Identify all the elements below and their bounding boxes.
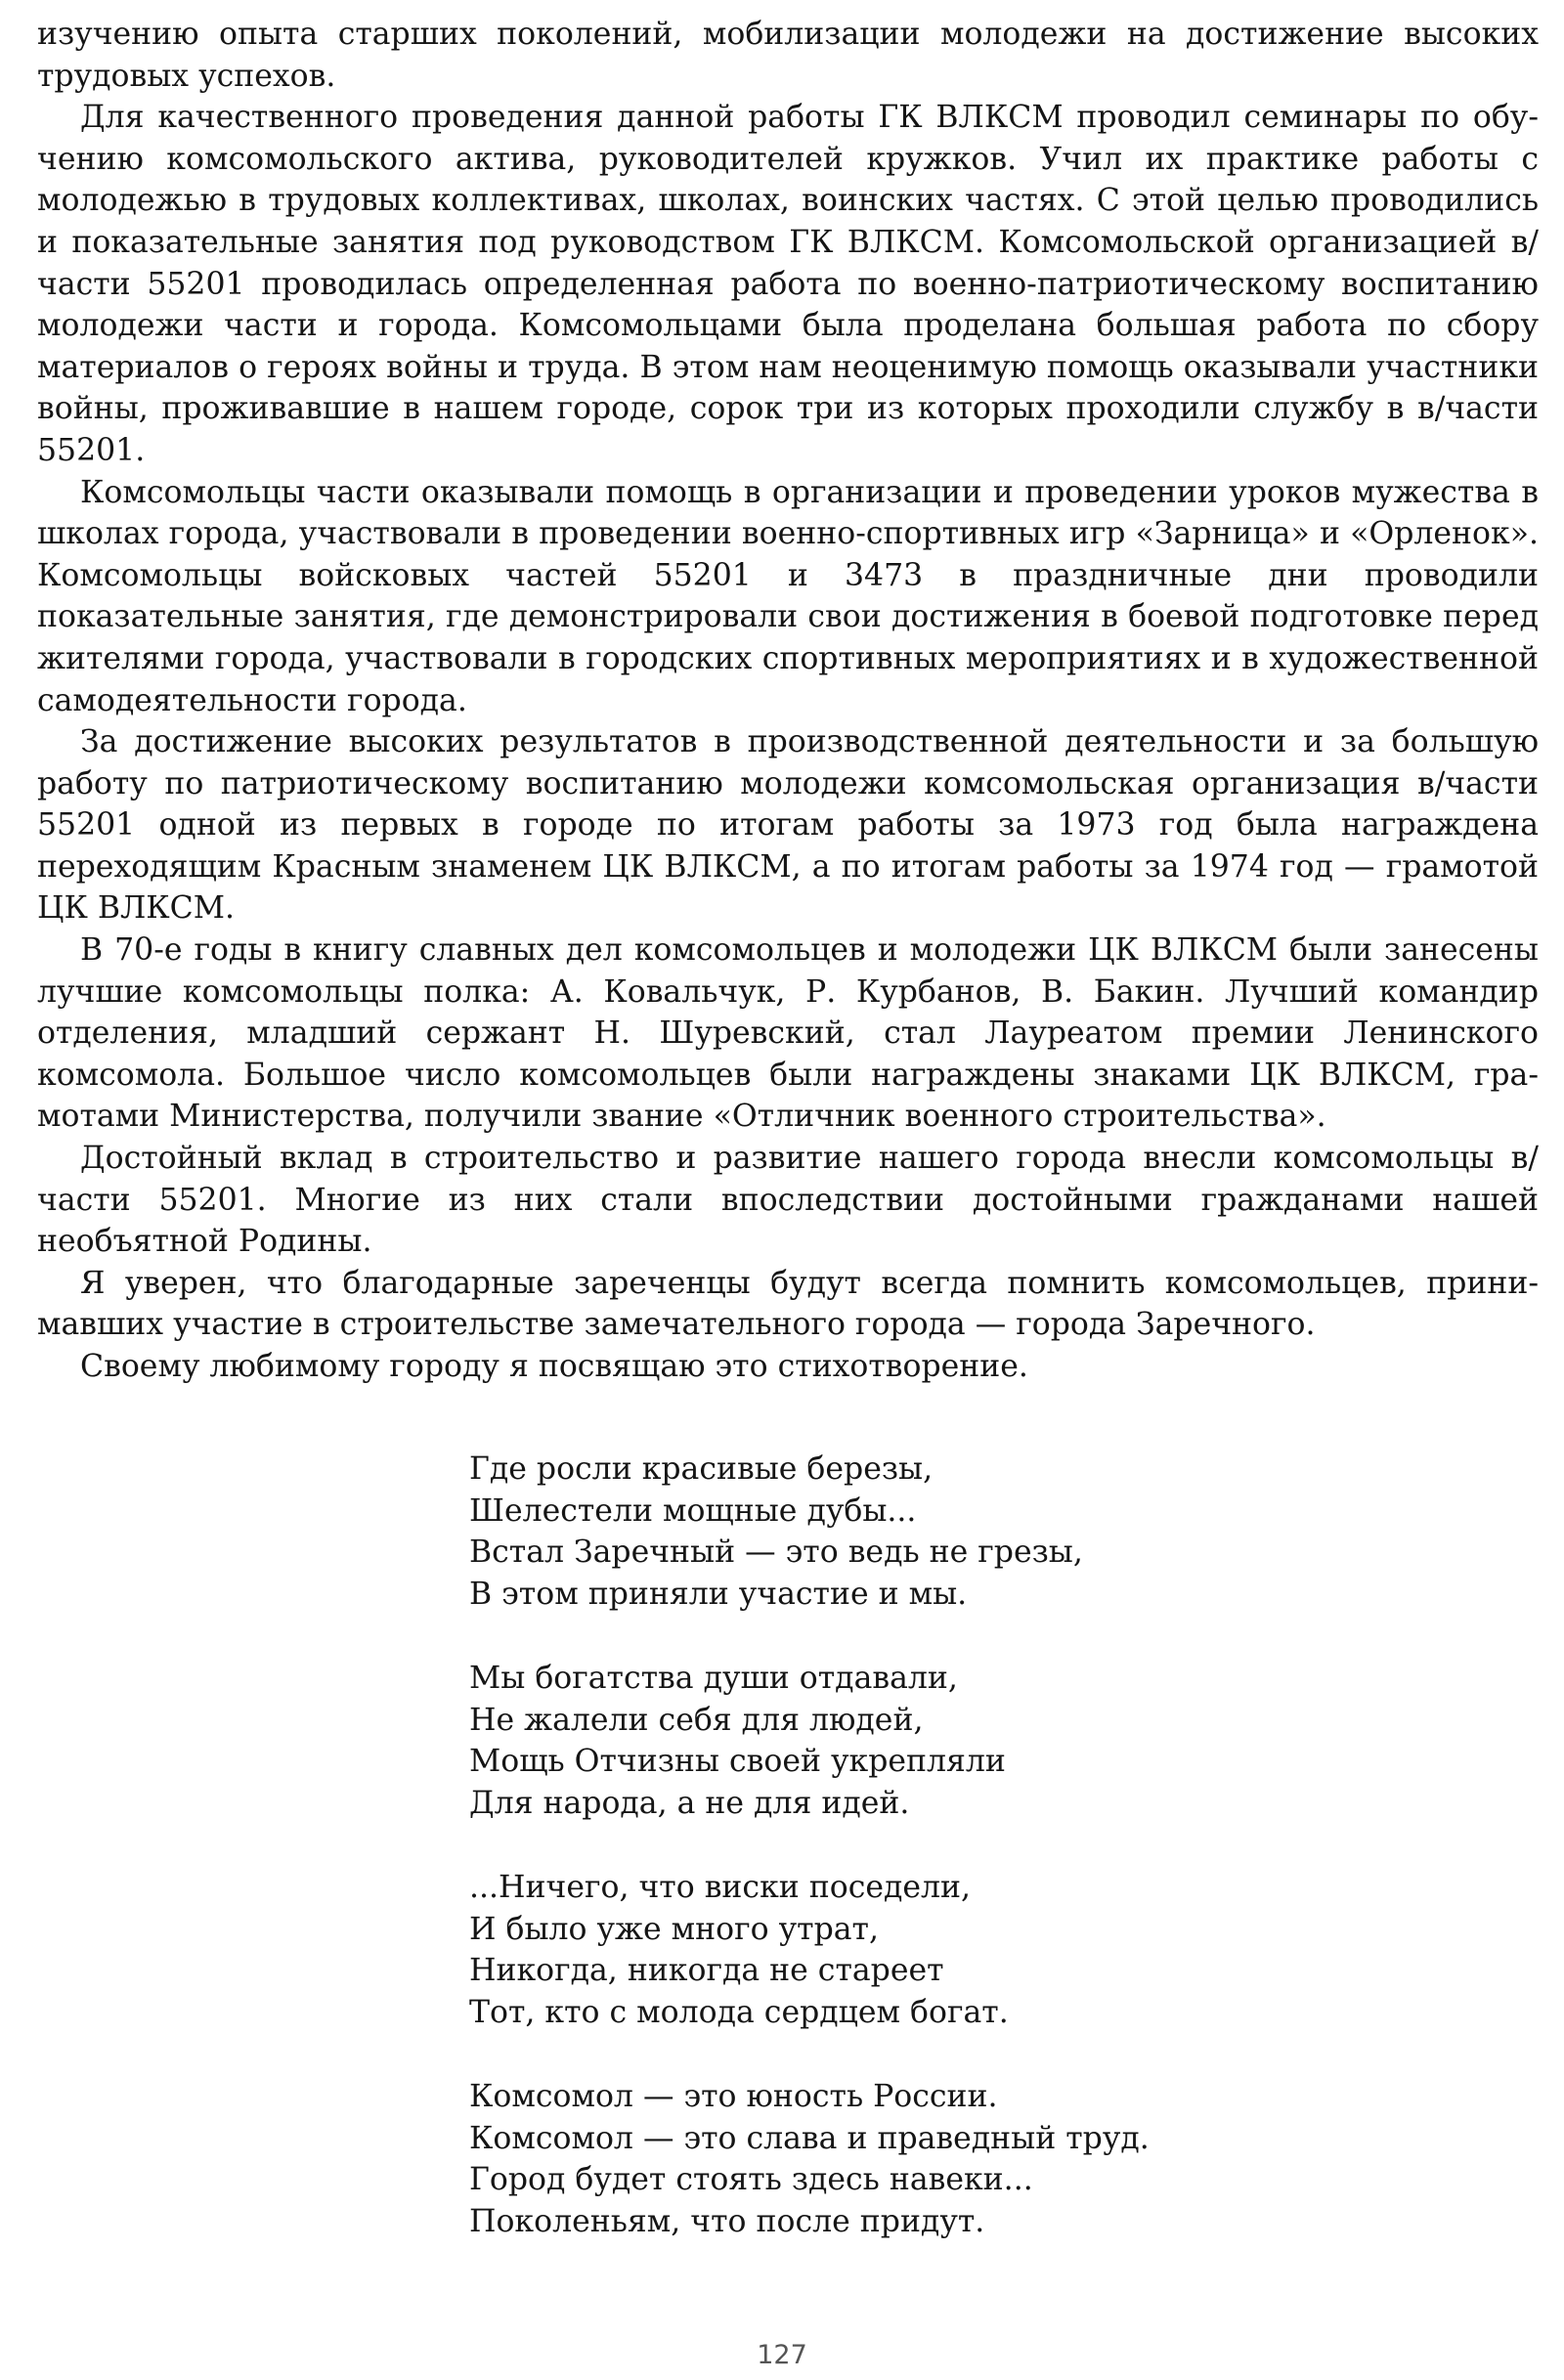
prose-text bbox=[37, 14, 1539, 1388]
poem-line: Для народа, а не для идей. bbox=[469, 1785, 910, 1821]
poem-line: Встал Заречный — это ведь не грезы, bbox=[469, 1535, 1083, 1570]
paragraph-dedication: Своему любимому городу я посвящаю это стихотворение. bbox=[80, 1349, 1028, 1384]
poem-line: Мы богатства души отдавали, bbox=[469, 1661, 958, 1696]
poem-stanza bbox=[469, 1867, 1150, 2033]
paragraph-awards: За достижение высоких результатов в производственной деятельности и за большую работу по патриотическому воспитанию молодежи комсомольская организация в/части 55201 одной из первых в городе по итогам работы за 1973 год была награждена переходящим Красным знаменем ЦК ВЛКСМ, а по итогам работы за 1974 год — грамотой ЦК ВЛКСМ. bbox=[37, 724, 1539, 927]
poem-line: Мощь Отчизны своей укрепляли bbox=[469, 1744, 1006, 1779]
poem-line: Никогда, никогда не стареет bbox=[469, 1953, 944, 1988]
paragraph-continuation: изучению опыта старших поколений, мобилизации молодежи на достижение высоких трудовых успехов. bbox=[37, 17, 1539, 94]
paragraph-book-of-glory: В 70-е годы в книгу славных дел комсомольцев и молодежи ЦК ВЛКСМ были занесены лучшие комсомольцы полка: А. Ковальчук, Р. Курбанов, В. Бакин. Лучший командир отделения, младший сержант Н. Шуревский, стал Лауреатом премии Ленинского комсомола. Большое число комсомольцев были награждены знаками ЦК ВЛКСМ, грамотами Министерства, получили звание «Отличник военного строительства». bbox=[37, 932, 1539, 1135]
poem-line: Город будет стоять здесь навеки... bbox=[469, 2162, 1033, 2197]
poem-line: Шелестели мощные дубы... bbox=[469, 1493, 917, 1529]
poem-line: ...Ничего, что виски поседели, bbox=[469, 1870, 972, 1905]
page-body bbox=[37, 14, 1539, 1388]
poem-stanza bbox=[469, 1449, 1150, 1615]
poem-line: В этом приняли участие и мы. bbox=[469, 1576, 968, 1612]
poem-line: Комсомол — это юность России. bbox=[469, 2079, 998, 2114]
poem-stanza bbox=[469, 2076, 1150, 2242]
poem-line: Поколеньям, что после придут. bbox=[469, 2203, 985, 2239]
poem-line: И было уже много утрат, bbox=[469, 1911, 879, 1947]
poem-stanza bbox=[469, 1658, 1150, 1824]
poem-line: Тот, кто с молода сердцем богат. bbox=[469, 1994, 1009, 2030]
paragraph-contribution: Достойный вклад в строительство и развитие нашего города внесли комсомольцы в/части 55201. Многие из них стали впоследствии достойными гражданами нашей необъятной Родины. bbox=[37, 1141, 1539, 1260]
poem-line: Не жалели себя для людей, bbox=[469, 1702, 924, 1738]
poem-line: Комсомол — это слава и праведный труд. bbox=[469, 2120, 1150, 2156]
paragraph-remembrance: Я уверен, что благодарные зареченцы будут всегда помнить комсомольцев, принимавших участие в строительстве замечательного города — города Заречного. bbox=[37, 1265, 1539, 1343]
paragraph-seminars: Для качественного проведения данной работы ГК ВЛКСМ проводил семинары по обучению комсомольского актива, руководителей кружков. Учил их практике работы с молодежью в трудовых коллективах, школах, воинских частях. С этой целью проводились и показательные занятия под руководством ГК ВЛКСМ. Комсомольской организацией в/части 55201 проводилась определенная работа по военно-патриотическому воспитанию молодежи части и города. Комсомольцами была проделана большая работа по сбору материалов о героях войны и труда. В этом нам неоценимую помощь оказывали участники войны, проживавшие в нашем городе, сорок три из которых проходили службу в в/части 55201. bbox=[37, 100, 1539, 468]
paragraph-courage-lessons: Комсомольцы части оказывали помощь в организации и проведении уроков мужества в школах города, участвовали в проведении военно-спортивных игр «Зарница» и «Орленок». Комсомольцы войсковых частей 55201 и 3473 в праздничные дни проводили показательные занятия, где демонстрировали свои достижения в боевой подготовке перед жителями города, участвовали в городских спортивных мероприятиях и в художественной самодеятельности города. bbox=[37, 474, 1539, 718]
poem-line: Где росли красивые березы, bbox=[469, 1451, 934, 1487]
poem bbox=[469, 1449, 1150, 2285]
page-number: 127 bbox=[757, 2340, 807, 2370]
